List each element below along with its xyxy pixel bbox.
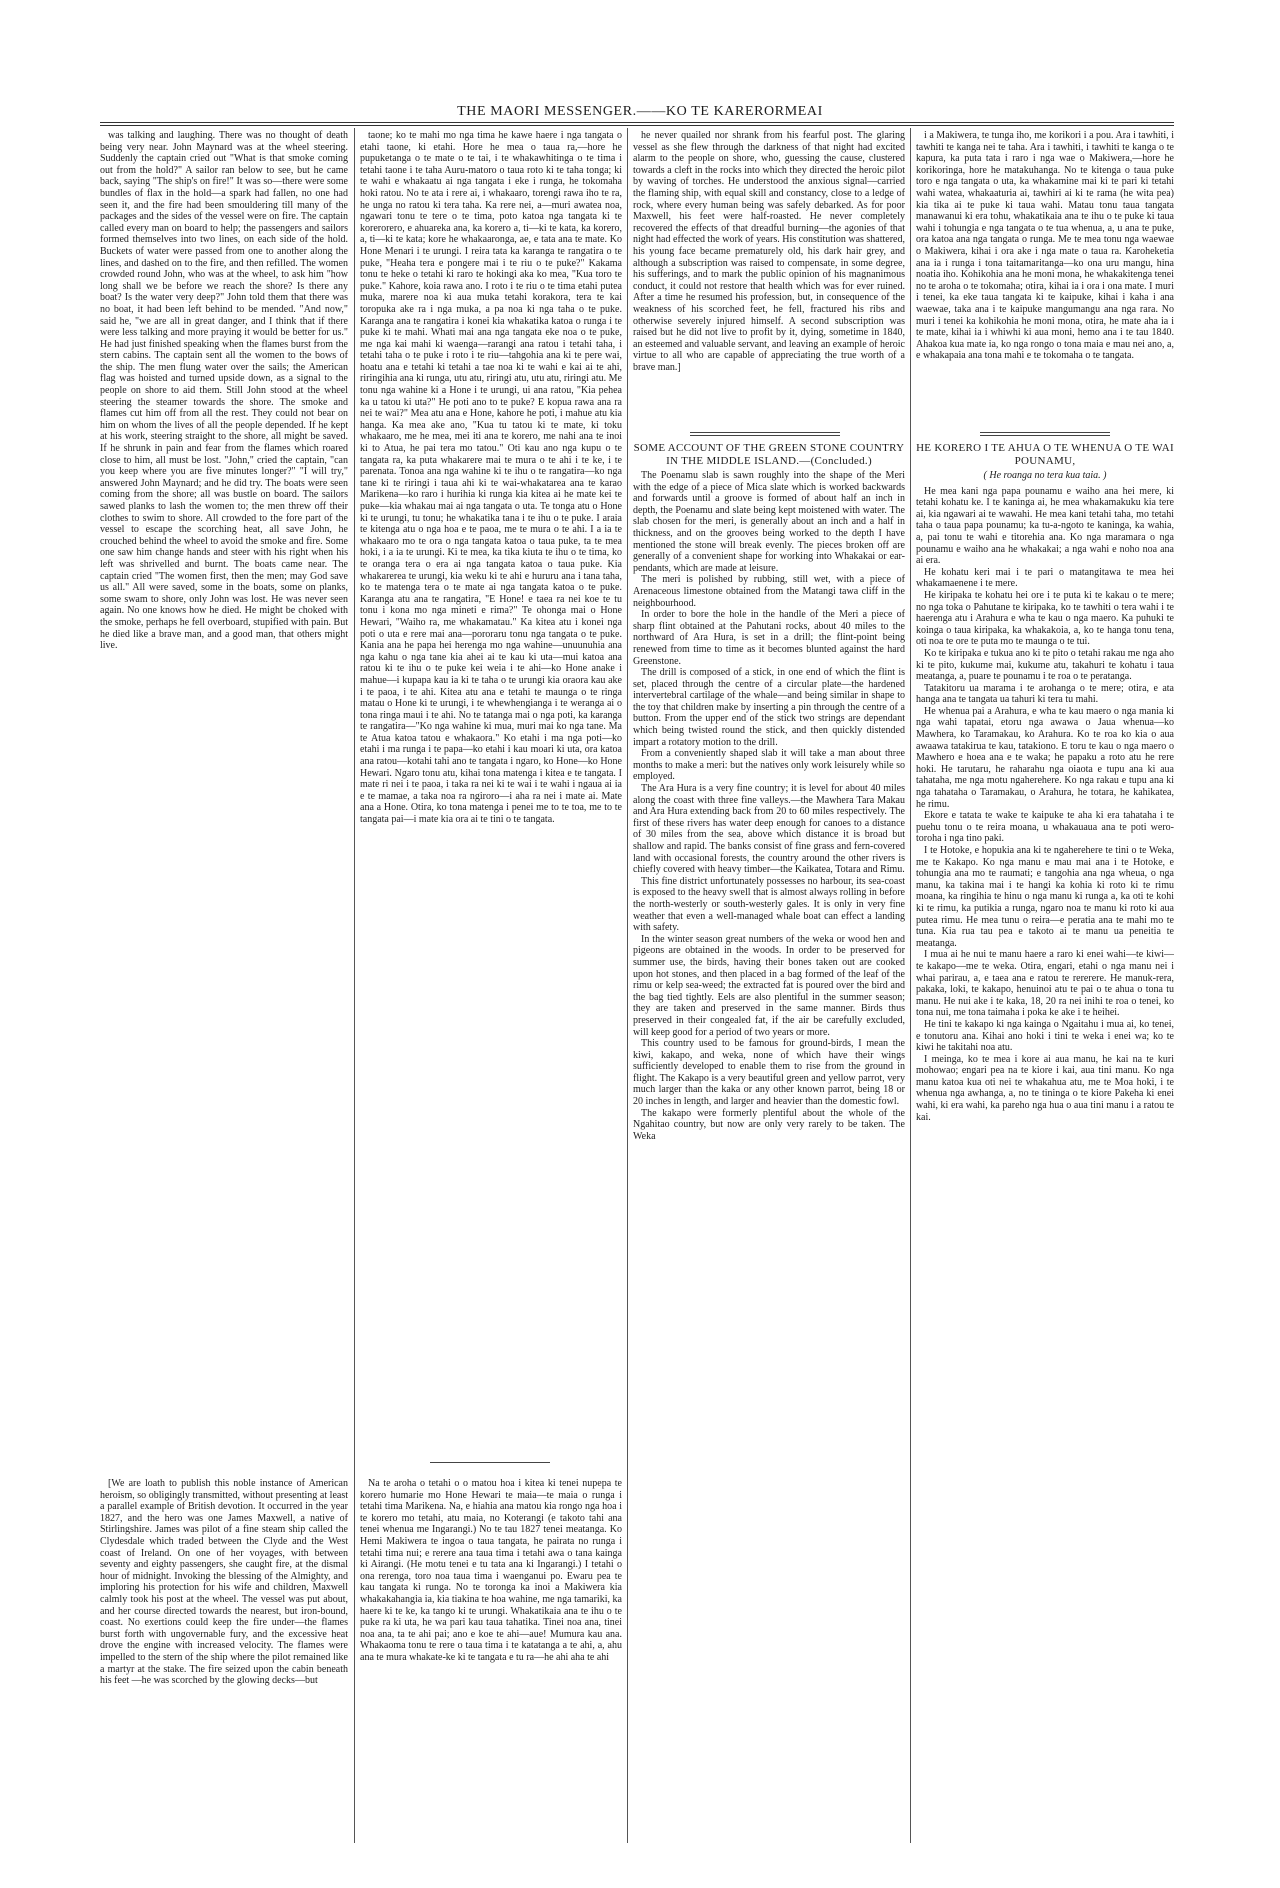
- pounamu-paragraph: He kiripaka te kohatu hei ore i te puta ki te kakau o te mere; no nga toka o Pahutane te kiripaka, ko te tawhiti o tera wahi i te haerenga atu i Arahura e wha te kau o nga maero. Ka puhuki te koinga o taua kiripaka, ka whakakoia, a, ko te hanga tonu tena, oti noa te ore te puta mo te maunga o te tui.: [916, 589, 1174, 648]
- pounamu-paragraph: Ko te kiripaka e tukua ano ki te pito o tetahi rakau me nga aho ki te pito, kukume mai, kukume atu, takahuri te kohatu i taua meatanga, a, puare te pounamu i te roa o te peratanga.: [916, 647, 1174, 683]
- column-4-separator-a: [980, 432, 1110, 433]
- column-3-separator-b: [690, 435, 840, 436]
- column-4-separator-b: [980, 435, 1110, 436]
- column-4-makiwera-conclusion: [916, 130, 1174, 426]
- column-rule-1: [354, 128, 355, 1843]
- column-rule-2: [627, 128, 628, 1843]
- pounamu-subtitle: ( He roanga no tera kua taia. ): [983, 470, 1107, 481]
- maxwell-conclusion: he never quailed nor shrank from his fearful post. The glaring vessel as she flew through the darkness of that night had excited alarm to the people on shore, who, guessing the cause, clustered towards a cleft in the rocks into which they directed the heroic pilot by waving of torches. He understood the anxious signal—carried the flaming ship, with equal skill and constancy, close to a ledge of rock, where every human being was safely debarked. As for poor Maxwell, his feet were half-roasted. He never completely recovered the effects of that dreadful burning—the agonies of that night had effected the work of years. His constitution was shattered, his young face became prematurely old, his dark hair grey, and although a subscription was raised to compensate, in some degree, his sufferings, and to mark the public opinion of his magnanimous conduct, it could not restore that health which was for ever ruined. After a time he resumed his profession, but, in consequence of the weakness of his scorched feet, he fell, fractured his ribs and otherwise severely injured himself. A second subscription was raised but he did not live to profit by it, dying, sometime in 1840, an esteemed and valuable servant, and leaving an example of heroic virtue to all who are capable of appreciating the true worth of a brave man.]: [633, 130, 905, 373]
- column-3-maxwell-conclusion: [633, 130, 905, 426]
- greenstone-paragraph: This fine district unfortunately possesses no harbour, its sea-coast is exposed to the heavy swell that is almost always rolling in before the north-westerly or south-westerly gales. It is only in very fine weather that even a well-managed whale boat can effect a landing with safety.: [633, 875, 905, 934]
- greenstone-article: [633, 438, 905, 1840]
- greenstone-paragraph: From a conveniently shaped slab it will take a man about three months to make a meri: but the natives only work leisurely while so employed.: [633, 748, 905, 783]
- john-maynard-story: was talking and laughing. There was no thought of death being very near. John Maynard was at the wheel steering. Suddenly the captain cried out "What is that smoke coming out from the hold?" A sailor ran below to see, but he came back, saying "The ship's on fire!" It was so—there were some bundles of flax in the hold—a spark had fallen, no one had seen it, and the fire had been smouldering till many of the packages and the sides of the vessel were on fire. The captain called every man on board to help; the passengers and sailors formed themselves into two lines, on each side of the hold. Buckets of water were passed from one to another along the lines, and dashed on to the fire, and then refilled. The women crowded round John, who was at the wheel, to ask him "how long shall we be before we reach the shore? Is there any boat? Is the water very deep?" John told them that there was no boat, it had been left behind to be mended. "And now," said he, "we are all in great danger, and I think that if there were less talking and more praying it would be better for us." He had just finished speaking when the flames burst from the stern cabins. The captain sent all the women to the bows of the ship. The men flung water over the sails; the American flag was hoisted and turned upside down, as a signal to the people on shore to aid them. Still John stood at the wheel steering the steamer towards the shore. The smoke and flames cut him off from all the rest. They could not bear on him on whom the lives of all the people depended. If he kept at his work, steering straight to the shore, all might be saved. If he shrunk in pain and fear from the flames which roared close to him, all must be lost. "John," cried the captain, "can you keep where you are five minutes longer?" "I will try," answered John Maynard; and he did try. The boats were seen coming from the shore; all was bustle on board. The sailors sawed planks to lash the women to; the men threw off their clothes to swim to shore. All crowded to the fore part of the vessel to escape the scorching heat, all save John, he crouched behind the wheel to avoid the smoke and fire. Some one saw him change hands and steer with his right when his left was shrivelled and burnt. The boats came near. The captain cried "The women first, then the men; may God save us all." All were saved, some in the boats, some on planks, some swam to shore, only John was lost. He was never seen again. No one knows how he died. He might be choked with the smoke, perhaps he fell overboard, stupified with pain. But he died like a brave man, and a good man, that others might live.: [100, 130, 348, 652]
- pounamu-paragraph: Ekore e tatata te wake te kaipuke te aha ki era tahataha i te puehu tonu o te reira moana, u whakauaua ana te poti wero-toroha i nga tino paki.: [916, 810, 1174, 845]
- header-rule-bottom: [100, 125, 1174, 126]
- column-2-separator: [430, 1462, 550, 1463]
- column-3-separator-a: [690, 432, 840, 433]
- column-1-editor-note: [100, 1478, 348, 1840]
- hone-menari-story: taone; ko te mahi mo nga tima he kawe haere i nga tangata o etahi taone, ki etahi. Hore he mea o taua ra,—hore he pupuketanga o te mate o te tai, i te whakawhitinga o te tima i tetahi taone i te taha Auru-matoro o taua roto ki te taha tonga; ki te wahi e whakaatu ai nga tangata i eke i runga, he tokomaha hoki ratou. No te ata i rere ai, i whakaaro, torengi rawa iho te ra, he unga no ratou ki tera taha. Ka rere nei, a—muri awatea noa, ngawari tonu te tere o te tima, poto katoa nga tangata ki te korerorero, e ahuareka ana, ka korero a, ti—ki te kata, ka korero, a, ti—ki te kata; kore he whakaaronga, ae, e tata ana te mate. Ko Hone Menari i te urungi. I reira tata ka karanga te rangatira o te puke, "Heaha tera e pongere mai i te riu o te puke?" Kakama tonu te heke o tetahi ki raro te hokingi aka ko mea, "Kua toro te puke." Kahore, koia rawa ano. I roto i te riu o te tima etahi putea muka, marere noa ki aua muka tetahi korakora, tera te kai toropuka ake ra i nga muka, a pa noa ki nga taha o te puke. Karanga ana te rangatira i konei kia whakatika katoa o runga i te puke ki te mahi. Whati mai ana nga tangata eke noa o te puke, me nga kai mahi ki waenga—rarangi ana ratou i tetahi taha, i tetahi taha o te puke i roto i te riu—tahgohia ana ki te pere wai, hoatu ana e tetahi ki tetahi a tae noa ki te wahi e kai ai te ahi, riringihia ana ki runga, utu atu, riringi atu, utu atu, riringi atu. Me tonu nga wahine ki a Hone i te urungi, ui ana ratou, "Kia pehea ka u tatou ki uta?" He poti ano to te puke? E kopua rawa ana ra nei te wai?" Mea atu ana e Hone, kahore he poti, i mahue atu kia hanga. Ka mea ake ano, "Kua tu tatou ki te mate, ki toku whakaaro, me he mea, mei iti ana te korero, me nahi ana te inoi ki to Atua, he pai tera mo tatou." Oti kau ano nga kupu o te tangata ra, ka puta whakarere mai te mura o te ahi i te ke, i te parenata. Tonoa ana nga wahine ki te ihu o te rangatira—ko nga tane ki te riringi i taua ahi ki te wai-whakatarea ana te karao Marikena—ko raro i hurihia ki runga kia kitea ai he mate kei te puke—kia whakau mai ai nga tangata o uta. Te tonga atu o Hone ki te urungi, tu tonu; he whakatika tana i te ihu o te puke. I araia te kitenga atu o nga hoa e te paoa, me te mura o te ahi. I a ia te whakaaro mo te ora o nga tangata katoa o taua puke, ta te mea hoki, i a ia te urungi. Ki te mea, ka tika kiuta te ihu o te tima, ko te oranga tera o era ai nga tangata katoa o taua puke. Kia whakarerea te urungi, kia weku ki te ahi e hururu ana i tana taha, ko te matenga tera o te mate ai nga tangata katoa o te puke. Karanga atu ana te rangatira, "E Hone! e taea ra nei koe te tu tonu i kona mo nga mineti e rima?" Te ohonga mai o Hone Hewari, "Waiho ra, me whakamatau." Ka kitea atu i konei nga poti o uta e rere mai ana—pororaru tonu nga tangata o te puke. Kania ana he papa hei herenga mo nga wahine—unuunuhia ana nga kahu o nga tane kia ahei ai te kau ki uta—mui katoa ana ratou ki te ihu o te puke kei weia i te ahi—ko Hone anake i mahue—i kupapa kau ia ki te taha o te urungi kia oraora kau ake i te paoa, i te ahi. Kitea atu ana e tetahi te maunga o te ringa matau o Hone ki te urungi, i te whewhengianga i te weranga ai o tona ringa maui i te ahi. No te tatanga mai o nga poti, ka karanga te rangatira—"Ko nga wahine ki mua, muri mai ko nga tane. Ma te Atua katoa tatou e whakaora." Ko etahi i ma nga poti—ko etahi i ma runga i te papa—ko etahi i kau moari ki uta, ora katoa ana ratou—kotahi tahi ano te tangata i ngaro, ko Hone—ko Hone Hewari. Ngaro tonu atu, kihai tona matenga i kitea e te tangata. I mate ri nei i te paoa, i taka ra nei ki te wai i te wahi i ngaua ai ia e te mamae, a taka noa ra ngiroro—i aha ra nei i mate ai. Mate ana a Hone. Otira, ko tona matenga i penei me to te toa, me to te tangata pai—i mate kia ora ai te tini o te tangata.: [360, 130, 622, 826]
- greenstone-paragraph: The drill is composed of a stick, in one end of which the flint is set, placed through the centre of a circular plate—the hardened intervertebral cartilage of the whale—and being similar in shape to the toy that children make by inserting a pin through the centre of a button. From the upper end of the stick two strings are dependant which being twisted round the stick, and then quickly distended impart a rotatory motion to the drill.: [633, 667, 905, 748]
- makiwera-conclusion: i a Makiwera, te tunga iho, me korikori i a pou. Ara i tawhiti, i tawhiti te kanga nei te taha. Ara i tawhiti, i tawhiti te kanga o te kapura, ka puta tata i raro i nga wae o Makiwera,—hore he korikoringa, hore he matakuhanga. No te kitenga o taua puke toro e nga tangata o uta, ka whakamine mai ki te pari ki tetahi wahi watea, whakaaturia ai, tawhiri ai ki te rama (he wita pea) kia tika ai te puke ki taua wahi. Matau tonu taua tangata manawanui ki era tohu, whakatikaia ana te ihu o te puke ki taua wahi i tohungia e nga tangata o te tua whenua, a, u ana te puke, ora katoa ana nga tangata o runga. Me te mea tonu nga waewae o Makiwera, kihai i ora ake i nga mate o taua ra. Karoheketia ana ia i runga i tona taitamaritanga—ko ona uru mangu, hina noatia iho. Kohikohia ana he moni mona, he whakakitenga tenei no te aroha o te tokomaha; otira, kihai ia i ora i ona mate. I muri i tenei, ka eke taua tangata ki te kaipuke, kihai i kaha i ana waewae, taka ana i te kaipuke mangumangu ana nga rara. No muri i tenei ka kohikohia he moni mona, otira, he mate aha ia i te mate, kihai ia i whiwhi ki aua moni, hemo ana i te tau 1840. Ahakoa kua mate ia, ko nga rongo o tona maia e mau nei ano, a, e whakapaia ana tona mahi e te tokomaha o te tangata.: [916, 130, 1174, 362]
- column-2-maori-story: [360, 130, 622, 1438]
- maxwell-note: [We are loath to publish this noble instance of American heroism, so obligingly transmitted, without presenting at least a parallel example of British devotion. It occurred in the year 1827, and the hero was one James Maxwell, a native of Stirlingshire. James was pilot of a fine steam ship called the Clydesdale which traded between the Clyde and the West coast of Ireland. On one of her voyages, with between seventy and eighty passengers, she caught fire, at the dismal hour of midnight. Invoking the blessing of the Almighty, and imploring his protection for his wife and children, Maxwell calmly took his post at the wheel. The vessel was put about, and her course directed towards the nearest, but iron-bound, coast. No exertions could keep the fire under—the flames burst forth with ungovernable fury, and the excessive heat drove the engine with increased velocity. The flames were impelled to the stern of the ship where the pilot remained like a martyr at the stake. The fire seized upon the cabin beneath his feet —he was scorched by the glowing decks—but: [100, 1478, 348, 1687]
- greenstone-paragraph: The kakapo were formerly plentiful about the whole of the Ngahitao country, but now are only very rarely to be taken. The Weka: [633, 1107, 905, 1142]
- pounamu-paragraph: Tatakitoru ua marama i te arohanga o te mere; otira, e ata hanga ana te tangata ua tahuri ki tera tu mahi.: [916, 682, 1174, 706]
- pounamu-paragraph: He mea kani nga papa pounamu e waiho ana hei mere, ki tetahi kohatu ke. I te kaninga ai, he mea whakamakuku kia tere ai, kia ngawari ai te wawahi. He mea kani tetahi taha, mo tetahi taha o taua papa pounamu; ka tu-a-ngoto te kaninga, ka wahia, a, pai tonu te wahi e titorehia ana. Ko nga maramara o nga pounamu e waiho ana he whakakai; a nga wahi e noho noa ana ai era.: [916, 485, 1174, 567]
- pounamu-paragraph: He tini te kakapo ki nga kainga o Ngaitahu i mua ai, ko tenei, e tonutoru ana. Kihai ano hoki i tini te weka i enei wa; ko te kiwi he takitahi noa atu.: [916, 1018, 1174, 1054]
- pounamu-paragraph: I te Hotoke, e hopukia ana ki te ngaherehere te tini o te Weka, me te Kakapo. Ko nga manu e mau mai ana i te Hotoke, e tohungia ana mo te raumati; e tangohia ana nga wheua, o nga manu, ka takina mai i te hangi ka kohia ki roto ki te rimu moana, ka ringihia te hinu o nga manu ki runga a, ka oti te kohi ki te rimu, ka putikia a runga, ngaro noa te manu ki roto ki aua putea rimu. He mea tunu o reira—e peratia ana te mahi mo te tuna. Kia rua tau pea e takoto ai te manu ua peneitia te meatanga.: [916, 845, 1174, 949]
- pounamu-article: [916, 438, 1174, 1840]
- page-header: THE MAORI MESSENGER.——KO TE KARERORMEAI: [457, 104, 823, 119]
- greenstone-paragraph: In the winter season great numbers of the weka or wood hen and pigeons are obtained in the woods. In order to be preserved for summer use, the birds, having their bones taken out are cooked upon hot stones, and then placed in a bag formed of the leaf of the rimu or kelp sea-weed; the extracted fat is poured over the bird and the bag tied tightly. Eels are also plentiful in the summer season; they are taken and preserved in the same manner. Birds thus preserved in their congealed fat, if the air be carefully excluded, will keep good for a period of two years or more.: [633, 933, 905, 1038]
- pounamu-paragraph: I meinga, ko te mea i kore ai aua manu, he kai na te kuri mohowao; engari pea na te kiore i kai, aua tini manu. Ko nga manu katoa kua oti nei te whakahua atu, me te Moa hoki, i te whenua nga awhanga, a, no te tininga o te kiore Pakeha ki enei wahi, ki era wahi, ka pareho nga hua o aua tini manu i a ratou te kai.: [916, 1053, 1174, 1123]
- column-2-editor-note: [360, 1478, 622, 1840]
- header-rule-top: [100, 122, 1174, 123]
- pounamu-paragraph: He kohatu keri mai i te pari o matangitawa te mea hei whakamaenene i te mere.: [916, 566, 1174, 590]
- greenstone-paragraph: The meri is polished by rubbing, still wet, with a piece of Arenaceous limestone obtained from the Matangi tawa cliff in the neighbourhood.: [633, 574, 905, 609]
- column-rule-3: [910, 128, 911, 1843]
- greenstone-paragraph: In order to bore the hole in the handle of the Meri a piece of sharp flint obtained at the Pahutani rocks, about 40 miles to the northward of Ara Hura, is set in a drill; the flint-point being renewed from time to time as it becomes blunted against the hard Greenstone.: [633, 609, 905, 667]
- column-1-english-story: [100, 130, 348, 1005]
- greenstone-paragraph: This country used to be famous for ground-birds, I mean the kiwi, kakapo, and weka, none of which have their wings sufficiently developed to enable them to rise from the ground in flight. The Kakapo is a very beautiful green and yellow parrot, very much larger than the kaka or any other known parrot, being 18 or 20 inches in length, and larger and heavier than the domestic fowl.: [633, 1038, 905, 1108]
- makiwera-note: Na te aroha o tetahi o o matou hoa i kitea ki tenei nupepa te korero humarie mo Hone Hewari te maia—te maia o runga i tetahi tima Marikena. Na, e hiahia ana matou kia rongo nga hoa i te korero mo tetahi, atu maia, no Koterangi (e takoto tahi ana tenei whenua me Ingarangi.) No te tau 1827 tenei meatanga. Ko Hemi Makiwera te ingoa o taua tangata, he pairata no runga i tetahi tima nui; e rerere ana taua tima i tetahi awa o tana kainga ki Airangi. (He motu tenei e tu tata ana ki Ingarangi.) I tetahi o ona rerenga, toro noa taua tima i waenganui po. Ewaru pea te kau tangata ki runga. No te toronga ka inoi a Makiwera kia whakakahangia ia, kia tiakina te hoa wahine, me nga tamariki, ka haere ki te ke, ka tango ki te urungi. Whakatikaia ana te ihu o te puke ra ki uta, he wa pari kau taua tahatika. Tinei noa ana, tinei noa ana, ta te ahi pai; ano e koe te ahi—aue! Mumura kau ana. Whakaoma tonu te rere o taua tima i te katatanga a te ahi, a, ahu ana te mura whakate-ke ki te tangata e tu ra—he ahi aha te ahi: [360, 1478, 622, 1663]
- greenstone-paragraph: The Ara Hura is a very fine country; it is level for about 40 miles along the coast with three fine valleys.—the Mawhera Tara Makau and Ara Hura extending back from 20 to 60 miles respectively. The first of these rivers has water deep enough for canoes to a distance of 30 miles from the sea, above which distance it is broad but shallow and rapid. The banks consist of fine grass and fern-covered land with occasional forests, the country around the other rivers is chiefly covered with heavy timber—the Kaikatea, Totara and Rimu.: [633, 783, 905, 876]
- pounamu-paragraph: I mua ai he nui te manu haere a raro ki enei wahi—te kiwi—te kakapo—me te weka. Otira, engari, etahi o nga manu nei i whai parirau, a, e taea ana e ratou te rererere. He manuk-rera, pakaka, loki, te kakapo, henuinoi atu te pai o te ahua o tona tu manu. He nui ake i te kaka, 18, 20 ra nei inihi te roa o tenei, ko tona nui, me tona taimaha i poka ke ake i te heihei.: [916, 949, 1174, 1019]
- pounamu-paragraph: He whenua pai a Arahura, e wha te kau maero o nga mania ki nga wahi tapatai, etoru nga awawa o Jaua whenua—ko Mawhera, ko Taramakau, ko Arahura. Ko te roa ko kia o aua awaawa tatakirua te kau, tatakiono. E toru te kau o nga maero o Mawhero e hoea ana e te waka; he papaku a roto atu he rere hoki. He tarutaru, he raharahu nga oiaota e tupu ana ki aua tahataha, me nga motu ngaherehere. Ko nga rakau e tupu ana ki nga tahataha o Taramakau, o Arahura, he totara, he kahikatea, he rimu.: [916, 705, 1174, 810]
- greenstone-title: SOME ACCOUNT OF THE GREEN STONE COUNTRY IN THE MIDDLE ISLAND.—(Concluded.): [633, 442, 905, 467]
- pounamu-title: HE KORERO I TE AHUA O TE WHENUA O TE WAI POUNAMU,: [916, 442, 1174, 467]
- greenstone-paragraph: The Poenamu slab is sawn roughly into the shape of the Meri with the edge of a piece of Mica slate which is worked backwards and forwards until a groove is formed of about half an inch in depth, the Poenamu and slate being kept moistened with water. The slab chosen for the meri, is generally about an inch and a half in thickness, and on the grooves being worked to the depth I have mentioned the stone will break evenly. The pieces broken off are generally of a convenient shape for working into Whakakai or ear-pendants, which are made at leisure.: [633, 470, 905, 574]
